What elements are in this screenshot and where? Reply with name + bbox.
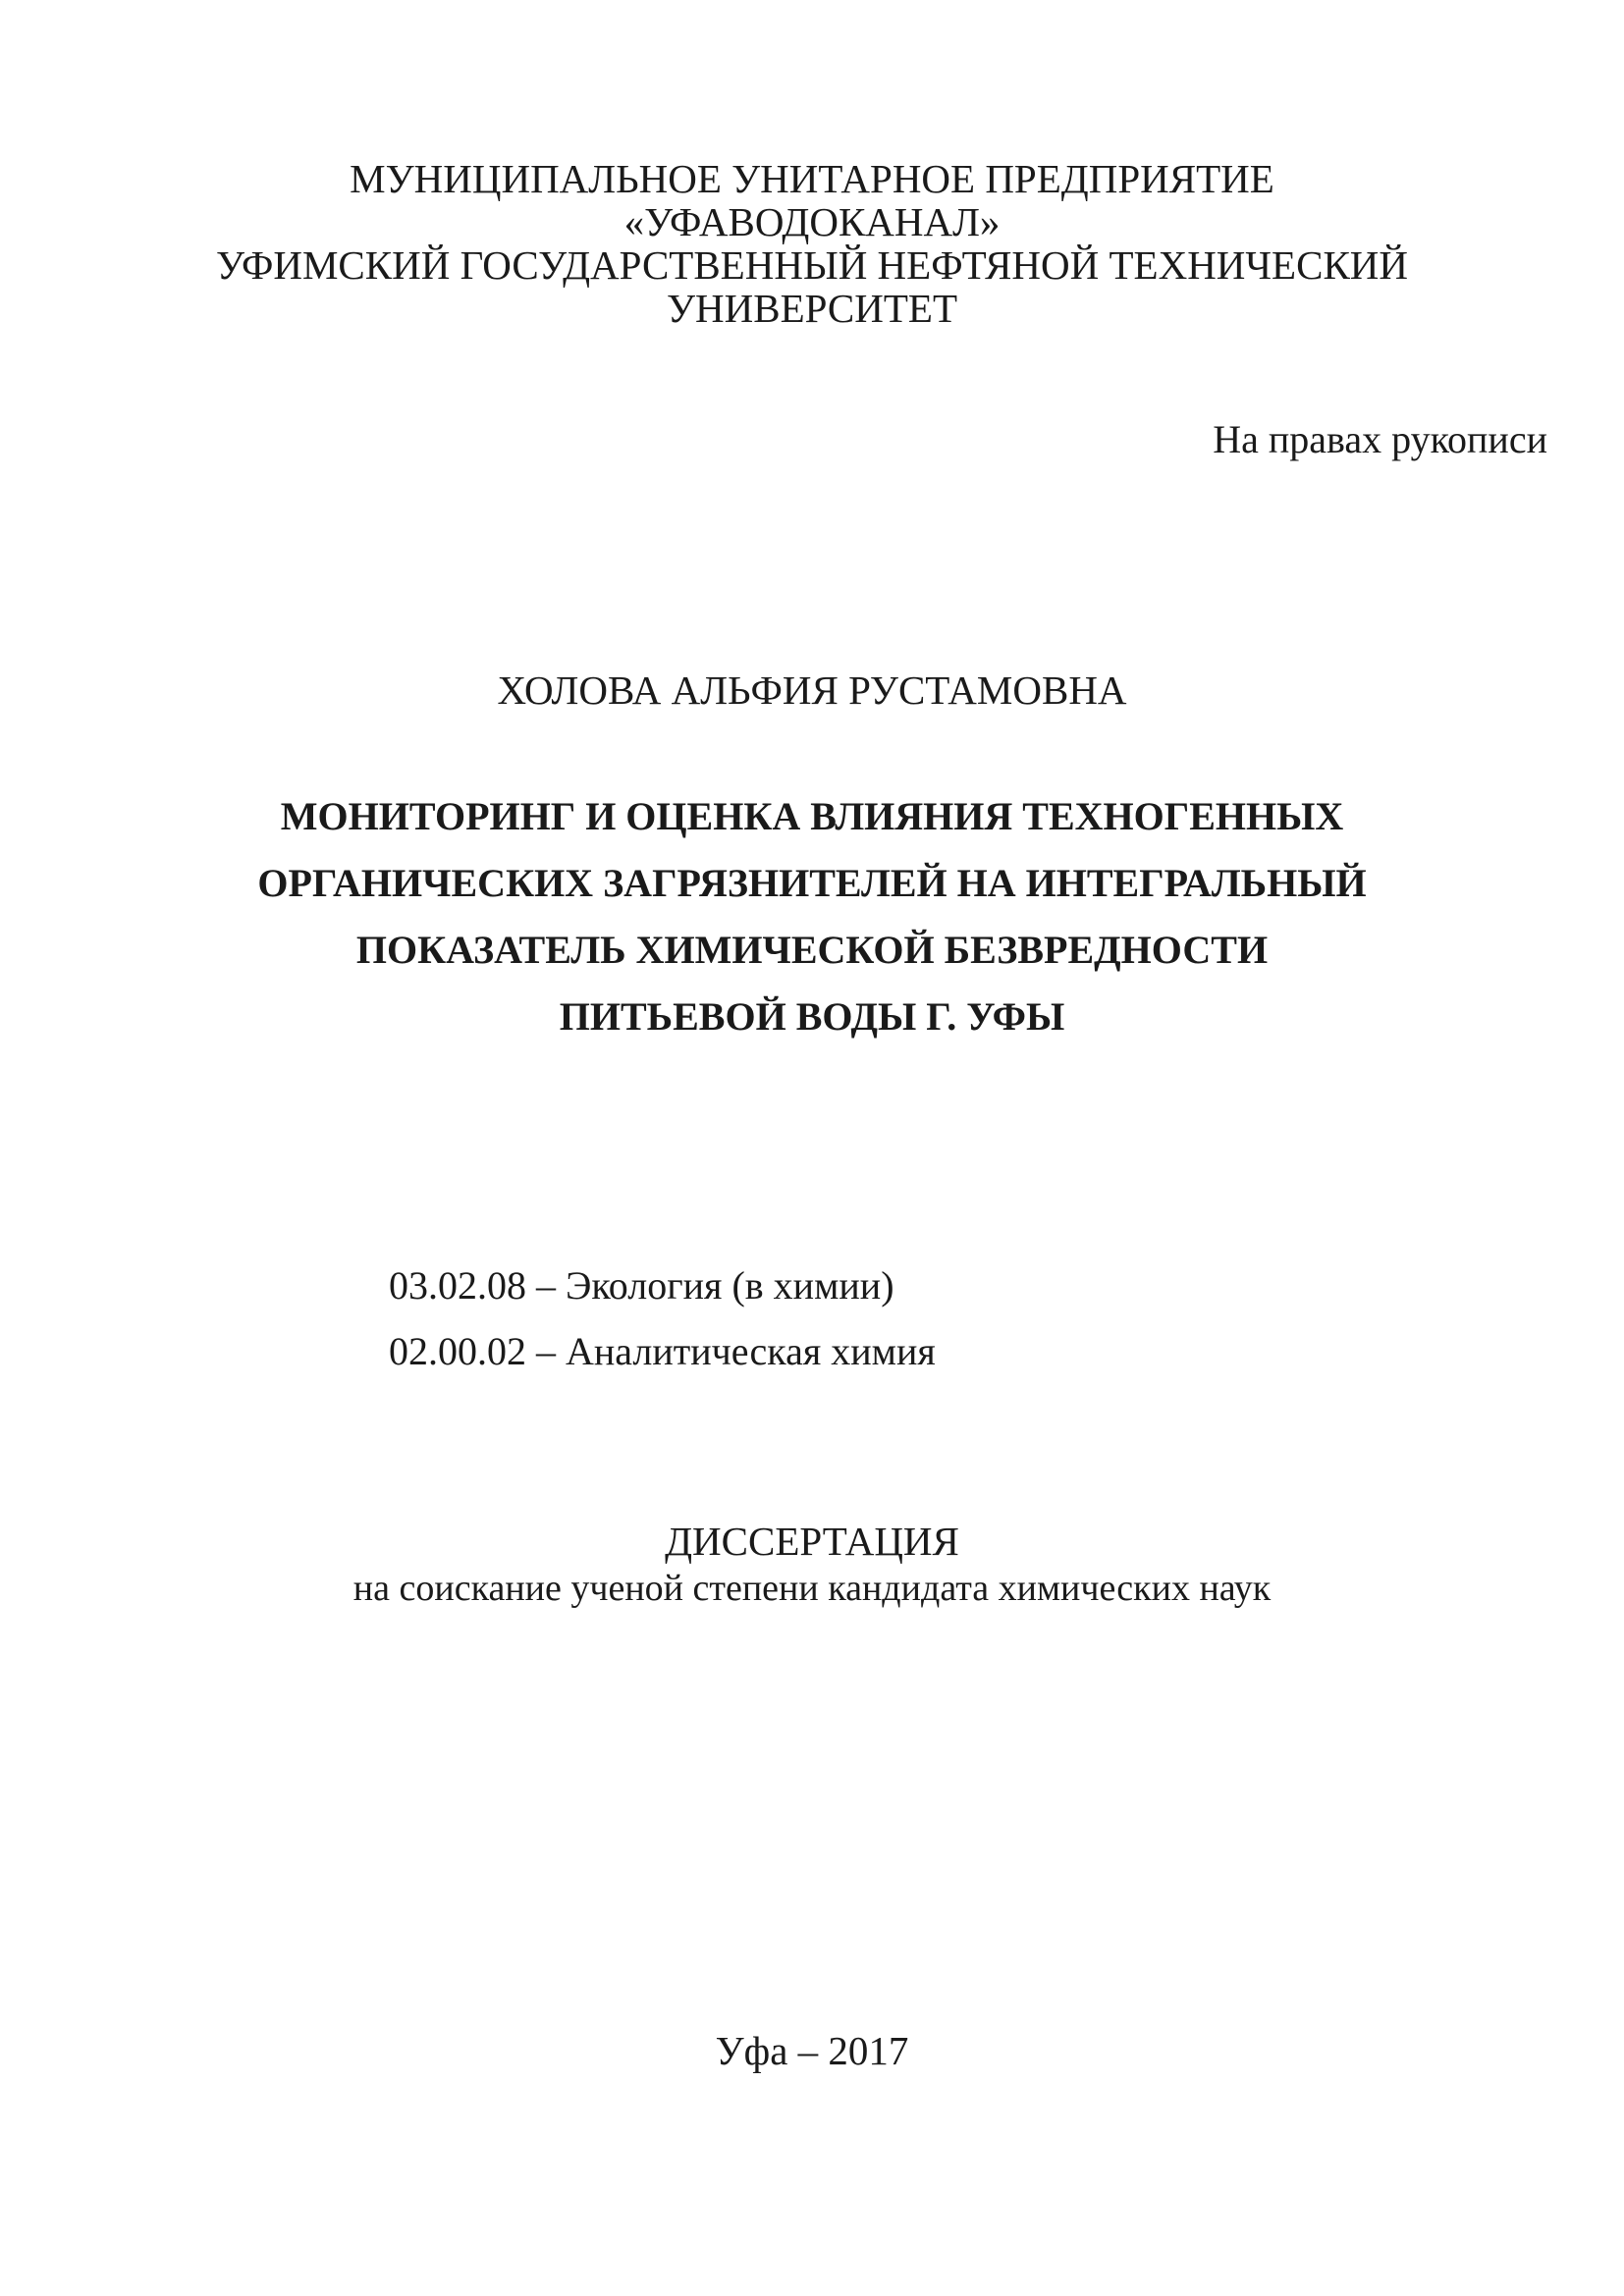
specialty-1: 03.02.08 – Экология (в химии) (389, 1263, 894, 1308)
degree-description: на соискание ученой степени кандидата химических наук (352, 1568, 1272, 1609)
title-line-1: МОНИТОРИНГ И ОЦЕНКА ВЛИЯНИЯ ТЕХНОГЕННЫХ (280, 794, 1344, 838)
city-year: Уфа – 2017 (715, 2028, 909, 2073)
manuscript-note: На правах рукописи (1213, 417, 1547, 461)
document-type: ДИССЕРТАЦИЯ (665, 1519, 959, 1564)
title-line-2: ОРГАНИЧЕСКИХ ЗАГРЯЗНИТЕЛЕЙ НА ИНТЕГРАЛЬНЫЙ (257, 861, 1367, 905)
title-line-4: ПИТЬЕВОЙ ВОДЫ Г. УФЫ (559, 994, 1065, 1039)
org-line-3: УФИМСКИЙ ГОСУДАРСТВЕННЫЙ НЕФТЯНОЙ ТЕХНИЧЕСКИЙ (215, 242, 1409, 288)
org-line-1: МУНИЦИПАЛЬНОЕ УНИТАРНОЕ ПРЕДПРИЯТИЕ (350, 156, 1274, 201)
specialty-2: 02.00.02 – Аналитическая химия (389, 1329, 936, 1373)
author-name: ХОЛОВА АЛЬФИЯ РУСТАМОВНА (497, 667, 1127, 713)
title-line-3: ПОКАЗАТЕЛЬ ХИМИЧЕСКОЙ БЕЗВРЕДНОСТИ (355, 928, 1269, 972)
org-line-4: УНИВЕРСИТЕТ (666, 286, 958, 331)
org-line-2: «УФАВОДОКАНАЛ» (623, 199, 1001, 244)
